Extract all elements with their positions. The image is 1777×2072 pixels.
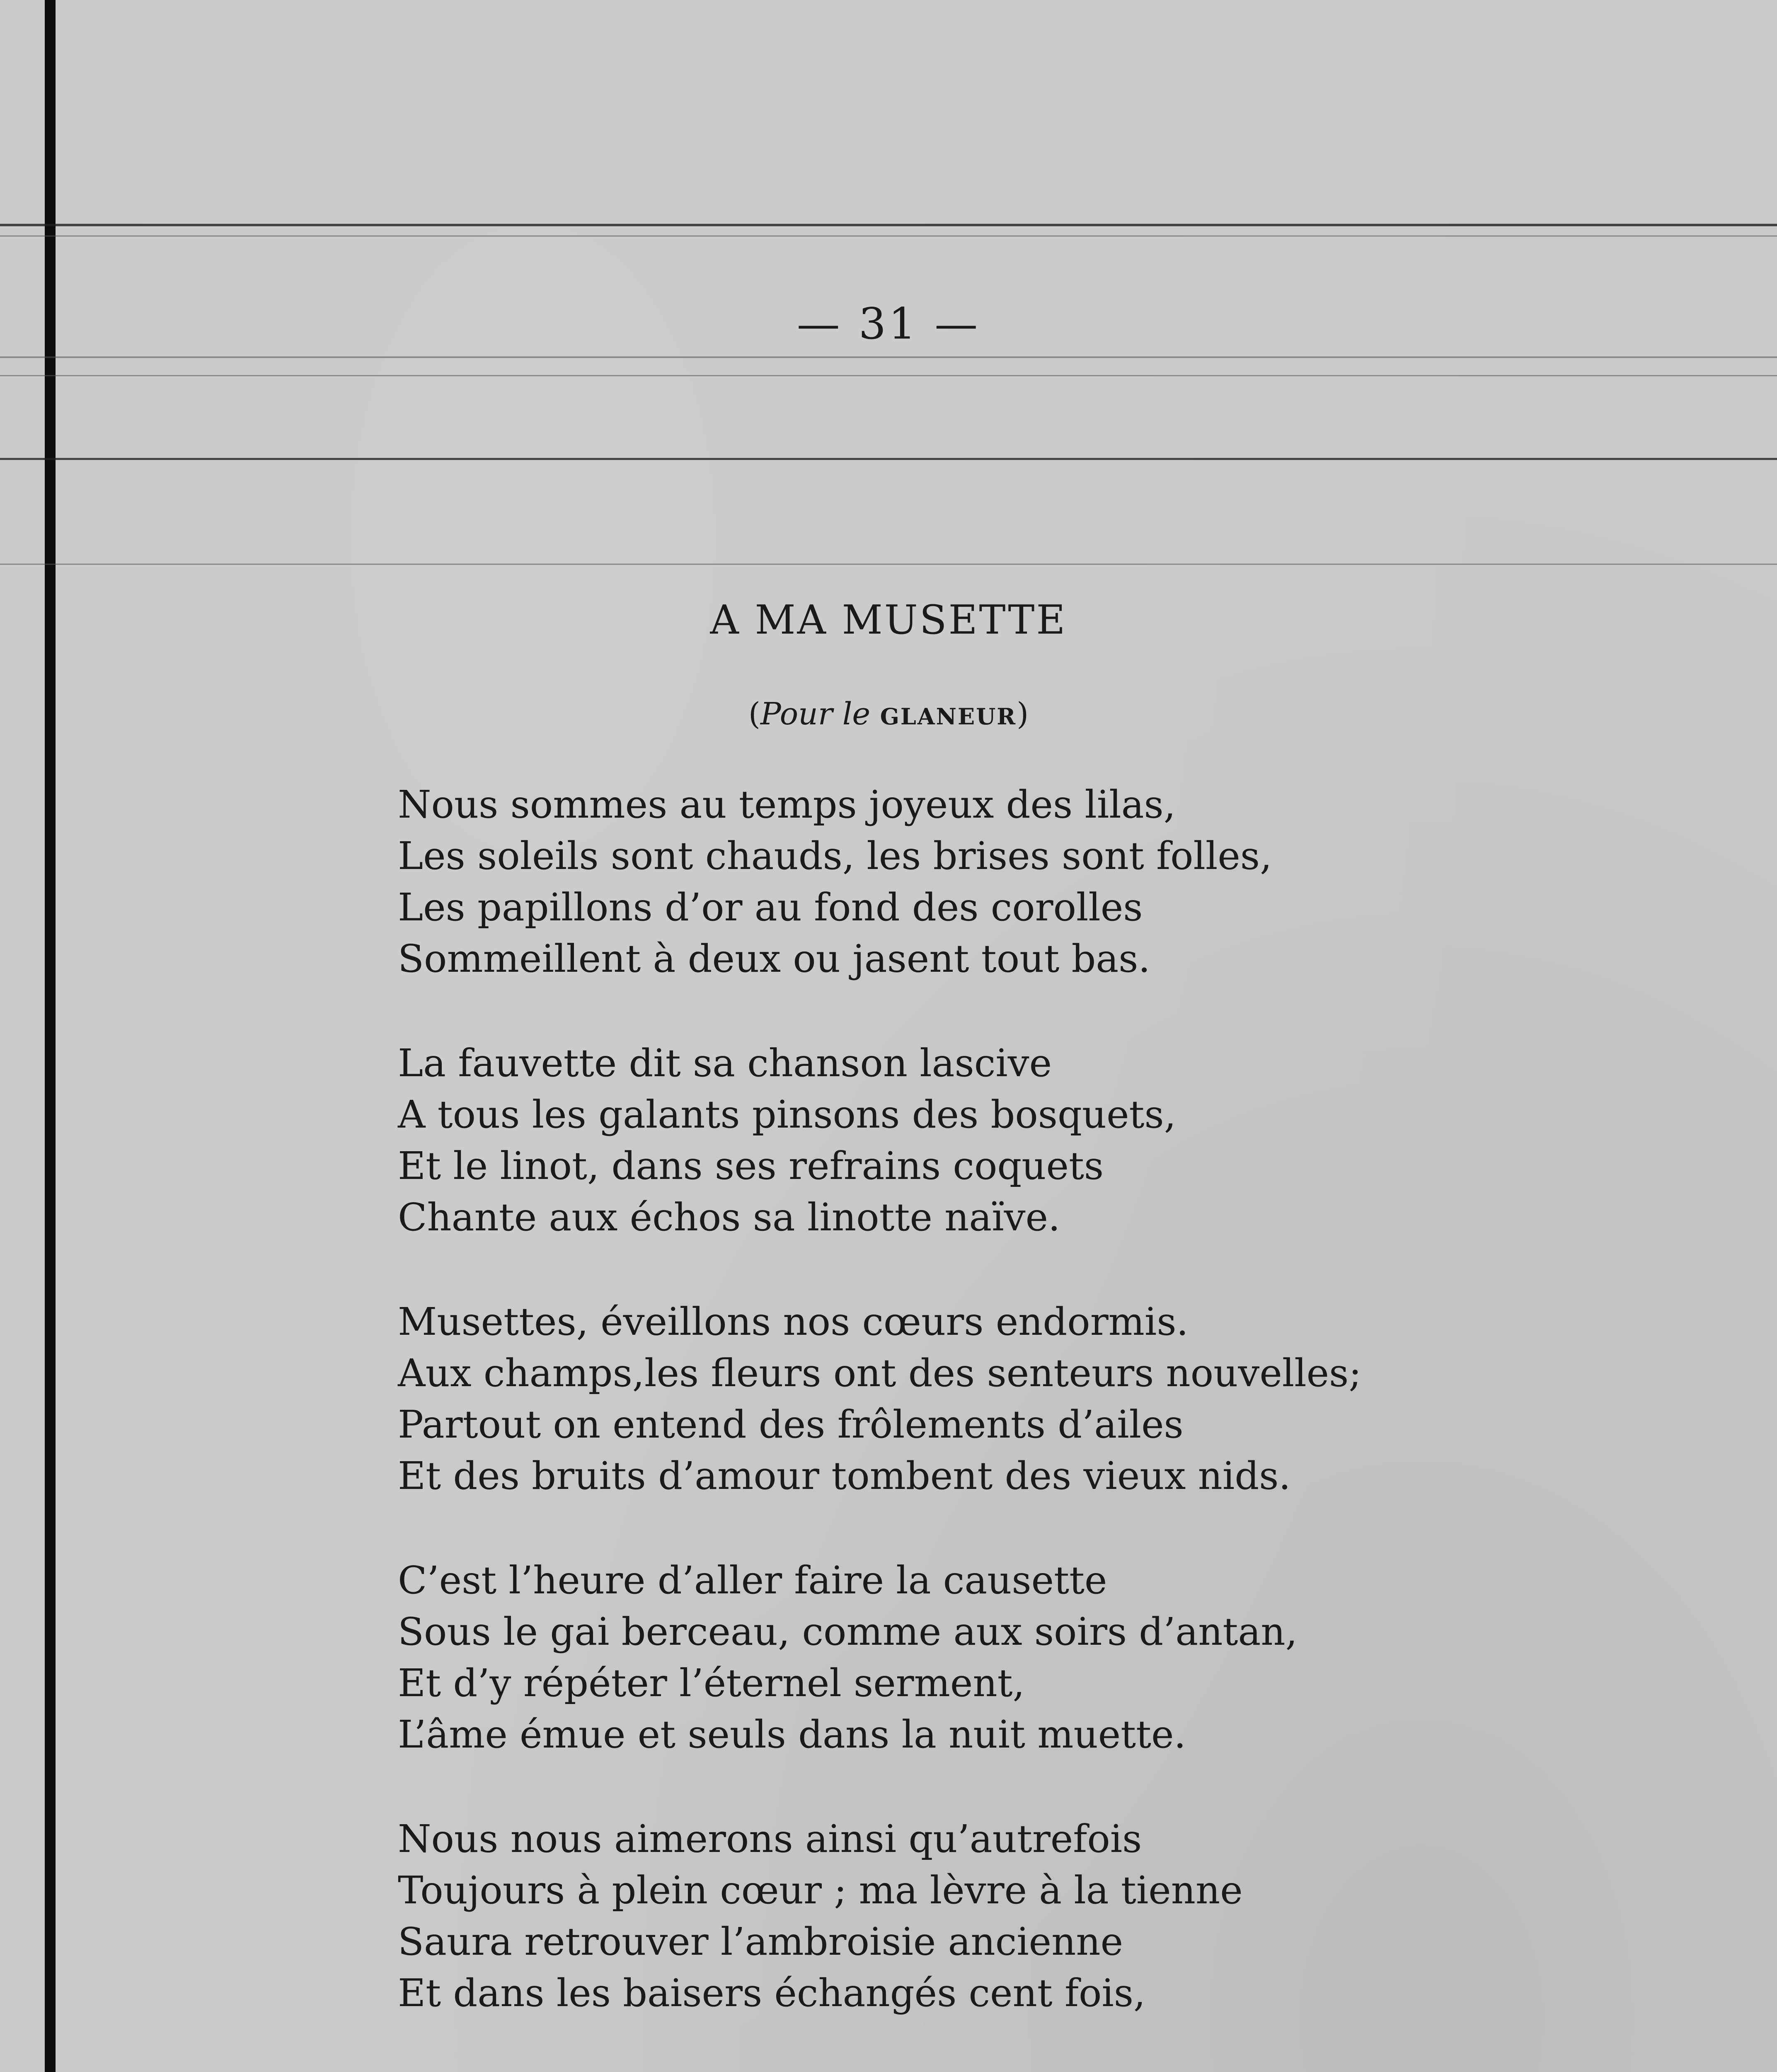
verse-line: La fauvette dit sa chanson lascive [398,1041,1052,1085]
dedication-smallcaps: GLANEUR [880,703,1017,730]
scan-rule [0,235,1777,237]
scan-rule [0,458,1777,460]
dedication-open: ( [748,696,760,732]
verse-line: Sous le gai berceau, comme aux soirs d’antan, [398,1610,1298,1654]
verse-line: A tous les galants pinsons des bosquets, [398,1092,1176,1137]
verse-line: Les soleils sont chauds, les brises sont folles, [398,834,1272,878]
dedication-close: ) [1017,696,1029,732]
stanza [398,1296,1683,1502]
verse-line: Nous nous aimerons ainsi qu’autrefois [398,1817,1142,1861]
dedication-italic: Pour le [760,696,871,732]
verse-line: Et dans les baisers échangés cent fois, [398,1971,1146,2015]
verse-line: Et le linot, dans ses refrains coquets [398,1144,1104,1188]
verse-line: Saura retrouver l’ambroisie ancienne [398,1920,1123,1964]
stanza [398,1813,1683,2019]
verse-line: C’est l’heure d’aller faire la causette [398,1558,1107,1602]
verse-line: Toujours à plein cœur ; ma lèvre à la tienne [398,1868,1243,1912]
stanza [398,1555,1683,1760]
verse-line: Partout on entend des frôlements d’ailes [398,1402,1184,1447]
dedication [0,696,1777,732]
verse-line: Les papillons d’or au fond des corolles [398,885,1143,929]
verse-line: Aux champs,les fleurs ont des senteurs nouvelles; [398,1351,1362,1395]
verse-line: Sommeillent à deux ou jasent tout bas. [398,937,1150,981]
verse-line: Musettes, éveillons nos cœurs endormis. [398,1300,1189,1344]
verse-line: Nous sommes au temps joyeux des lilas, [398,782,1176,827]
scan-rule [0,224,1777,226]
page-number: — 31 — [797,298,980,349]
scan-rule [0,564,1777,565]
poem-title: A MA MUSETTE [710,597,1067,643]
stanza [398,779,1683,985]
verse-line: Et des bruits d’amour tombent des vieux nids. [398,1454,1291,1498]
verse-line: Chante aux échos sa linotte naïve. [398,1195,1060,1239]
stanza [398,1038,1683,1243]
verse-line: Et d’y répéter l’éternel serment, [398,1661,1025,1705]
scan-rule [0,356,1777,358]
verse-line: L’âme émue et seuls dans la nuit muette. [398,1712,1186,1757]
scan-rule [0,375,1777,376]
poem-body [398,779,1683,2072]
